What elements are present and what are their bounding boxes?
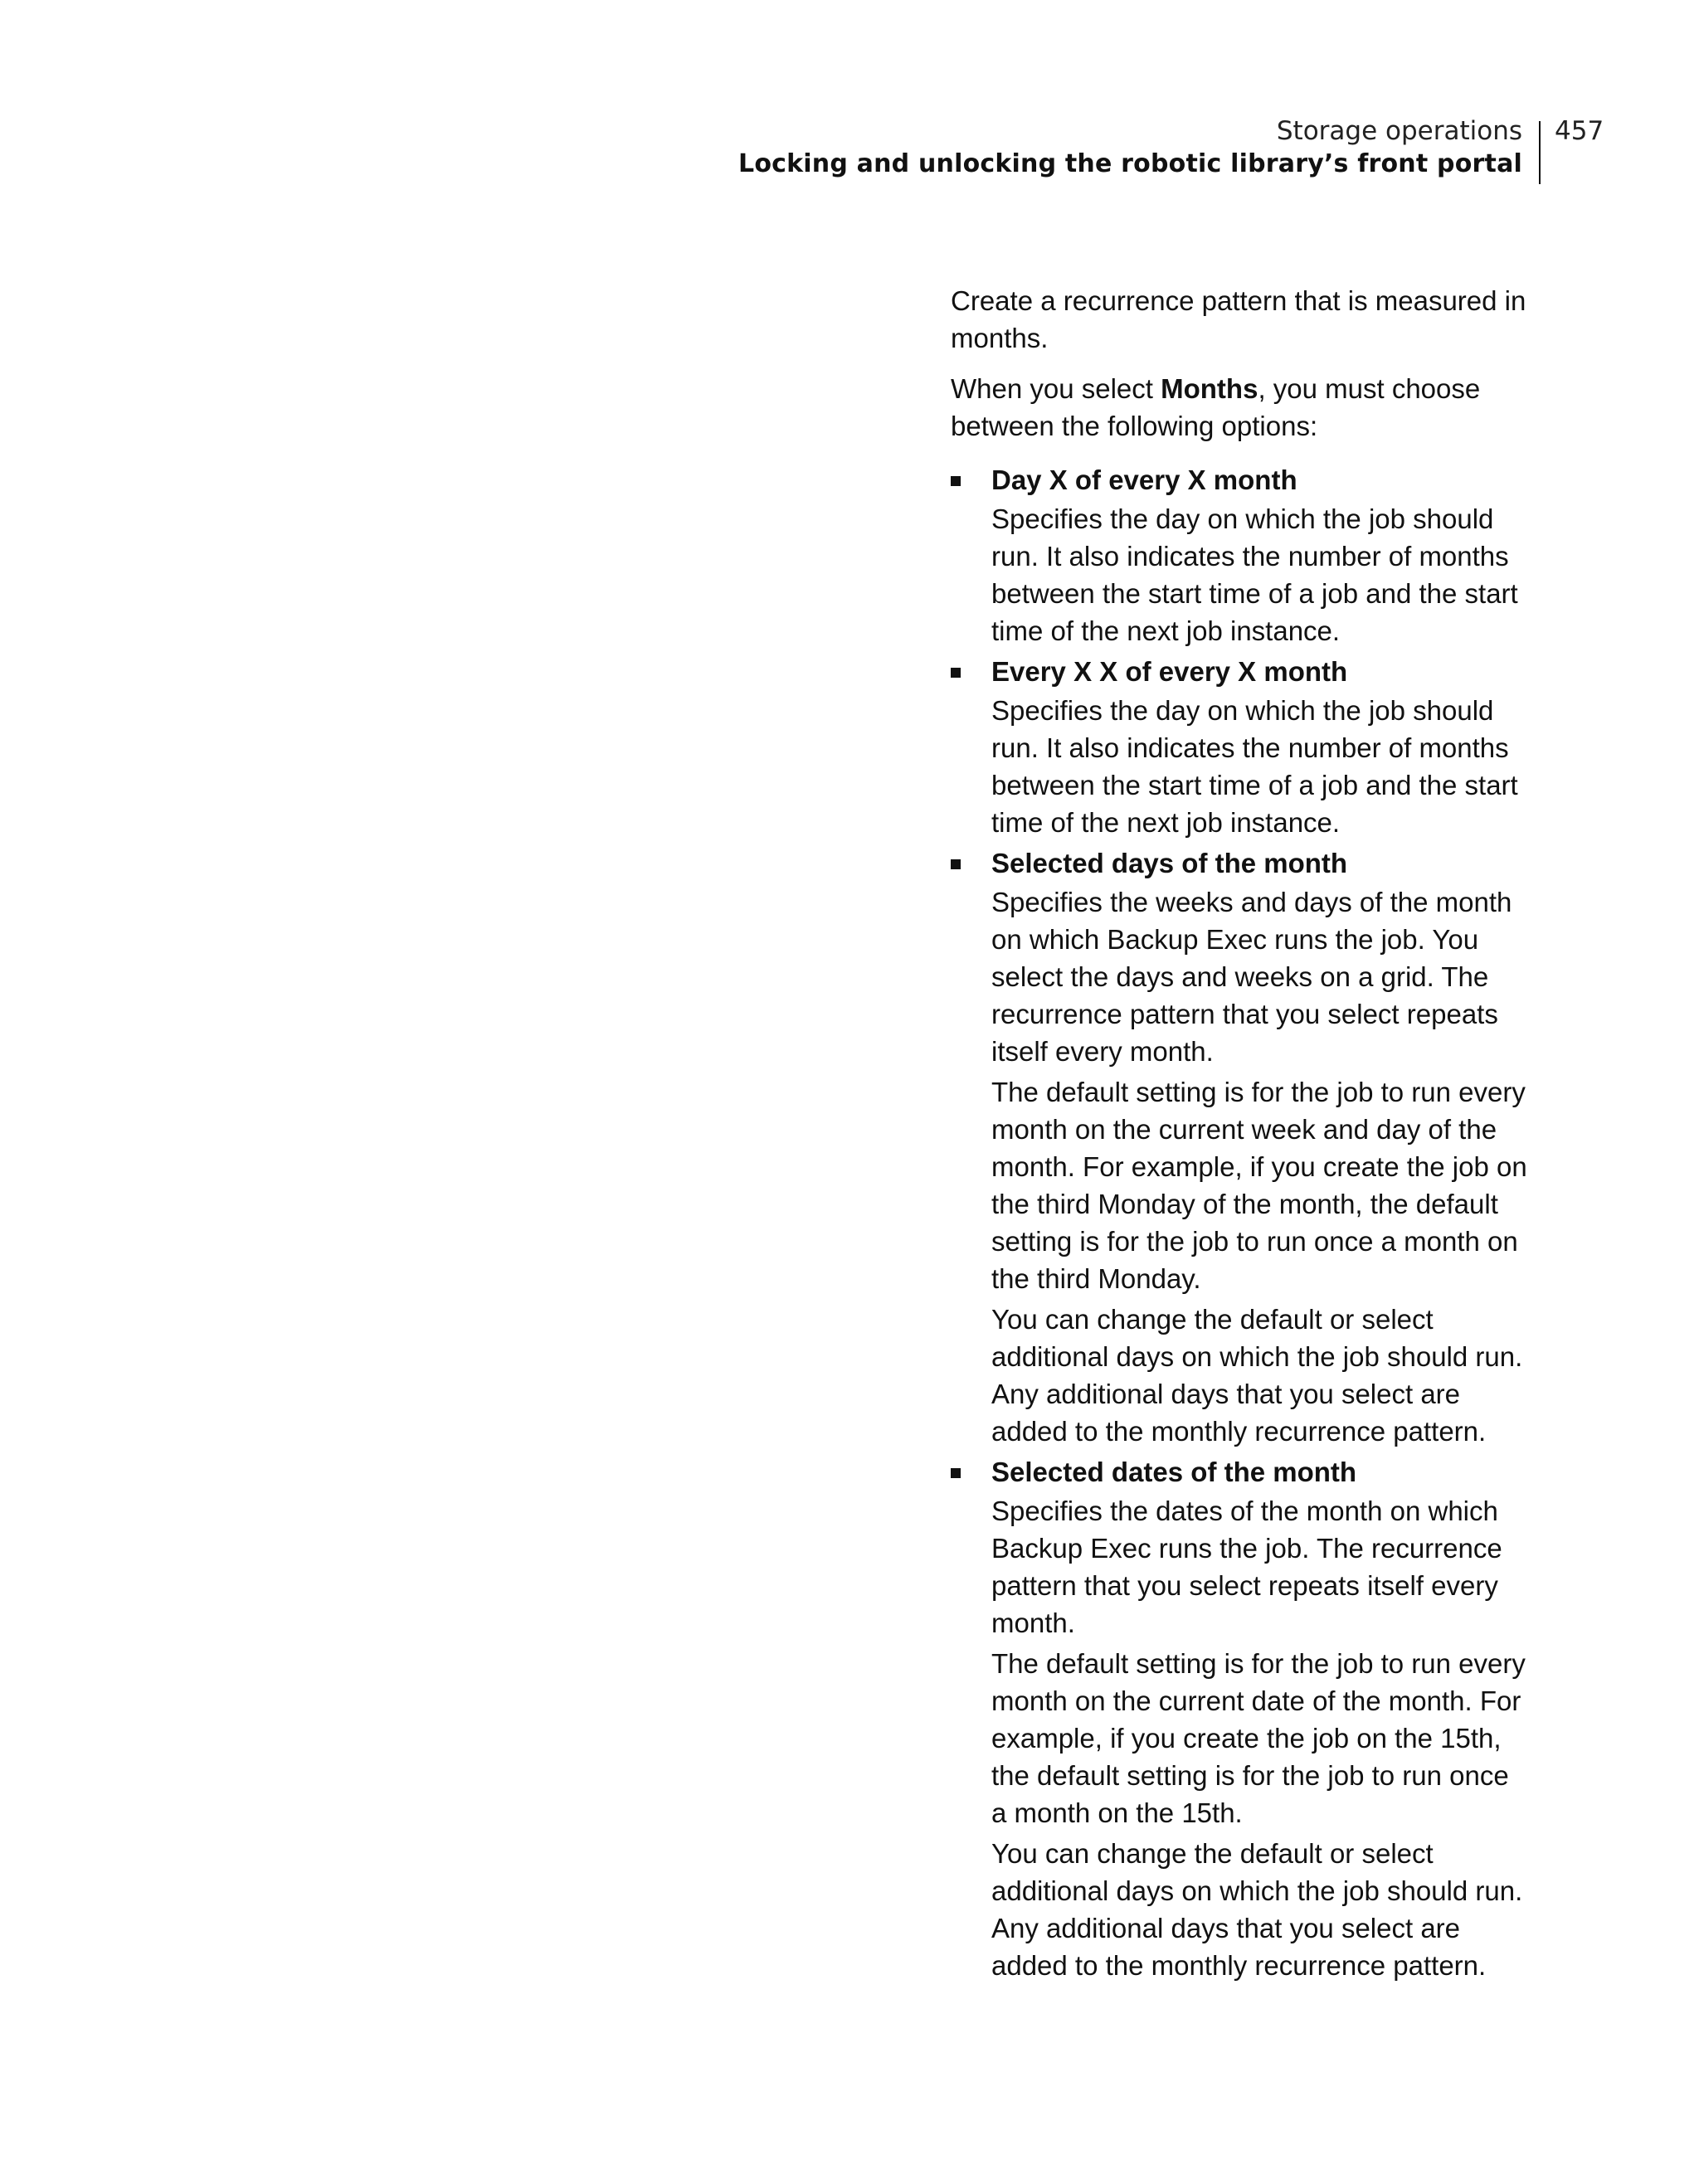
header-divider <box>1539 121 1541 184</box>
option-paragraph: Specifies the day on which the job should run. It also indicates the number of months between the start time of a job and the start time of the next job instance. <box>991 503 1518 646</box>
bullet-square-icon <box>951 668 961 678</box>
option-paragraph: The default setting is for the job to run every month on the current date of the month. For example, if you create the job on the 15th, the default setting is for the job to run once a month on the 15th. <box>991 1648 1526 1828</box>
bullet-square-icon <box>951 1468 961 1478</box>
option-paragraph: Specifies the dates of the month on which Backup Exec runs the job. The recurrence pattern that you select repeats itself every month. <box>991 1496 1502 1638</box>
bullet-square-icon <box>951 476 961 486</box>
intro-paragraph: Create a recurrence pattern that is measured in months. <box>951 285 1526 353</box>
list-item <box>951 1453 1531 1984</box>
main-content <box>951 282 1531 1987</box>
months-prefix: When you select <box>951 373 1161 404</box>
header-title: Locking and unlocking the robotic library’s front portal <box>738 149 1522 178</box>
months-paragraph <box>951 370 1531 445</box>
running-header <box>711 114 1541 186</box>
option-title: Selected dates of the month <box>991 1457 1357 1487</box>
months-suffix: , you must choose between the following options: <box>951 373 1481 441</box>
months-bold: Months <box>1161 373 1258 404</box>
list-item <box>951 461 1531 649</box>
option-paragraph: Specifies the day on which the job should run. It also indicates the number of months between the start time of a job and the start time of the next job instance. <box>991 695 1518 838</box>
header-text <box>738 114 1522 181</box>
list-item <box>951 844 1531 1450</box>
option-paragraph: The default setting is for the job to run every month on the current week and day of the month. For example, if you create the job on the third Monday of the month, the default setting is for the job to run once a month on the third Monday. <box>991 1077 1527 1294</box>
header-section: Storage operations <box>1276 116 1522 146</box>
option-paragraph: You can change the default or select additional days on which the job should run. Any additional days that you select are added to the monthly recurrence pattern. <box>991 1838 1523 1981</box>
options-list <box>951 461 1531 1984</box>
option-title: Day X of every X month <box>991 465 1297 495</box>
bullet-square-icon <box>951 859 961 869</box>
option-paragraph: You can change the default or select additional days on which the job should run. Any additional days that you select are added to the monthly recurrence pattern. <box>991 1304 1523 1447</box>
page-number: 457 <box>1555 116 1604 146</box>
option-paragraph: Specifies the weeks and days of the month on which Backup Exec runs the job. You select the days and weeks on a grid. The recurrence pattern that you select repeats itself every month. <box>991 887 1512 1067</box>
option-title: Selected days of the month <box>991 848 1348 878</box>
option-title: Every X X of every X month <box>991 656 1348 687</box>
list-item <box>951 653 1531 841</box>
